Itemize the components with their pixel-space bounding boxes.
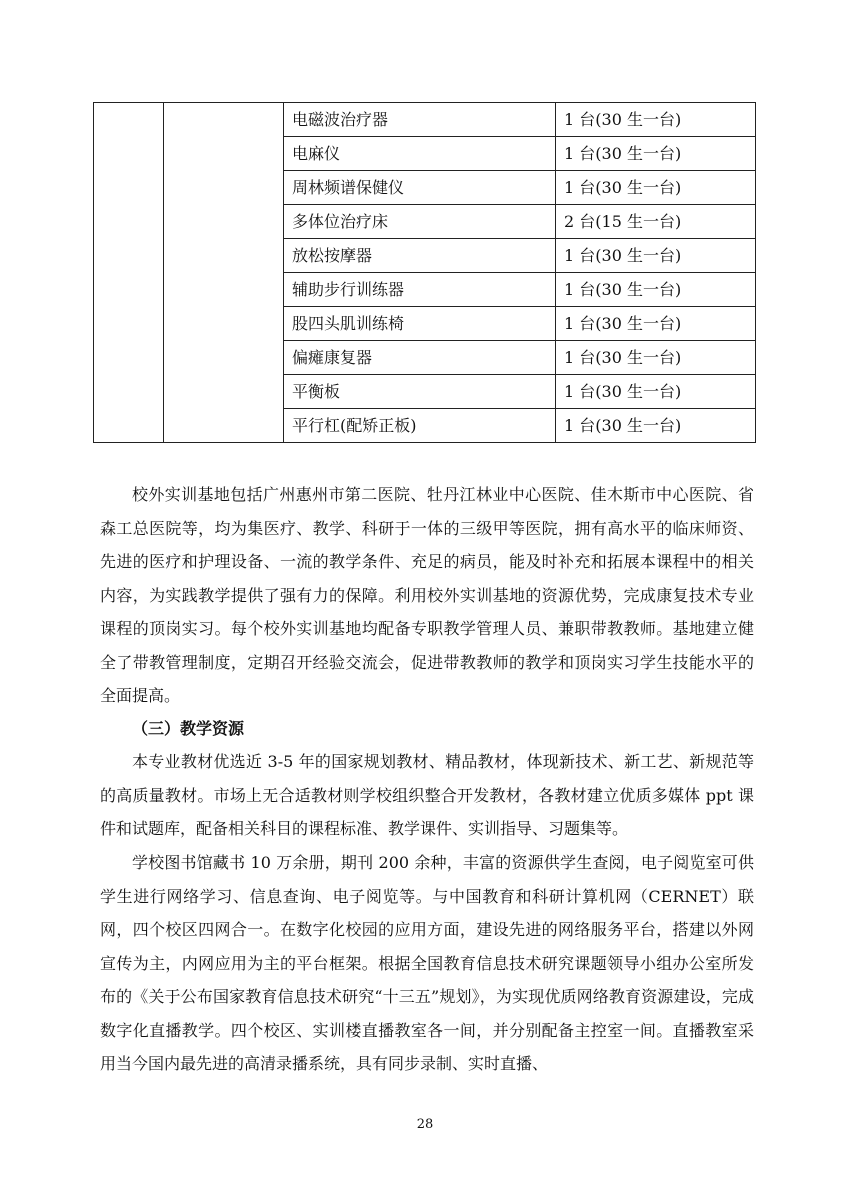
equipment-name: 电磁波治疗器 xyxy=(284,103,556,137)
equipment-table-body xyxy=(94,103,756,443)
page-number: 28 xyxy=(416,1117,434,1132)
equipment-name: 偏瘫康复器 xyxy=(284,341,556,375)
body-paragraph-textbooks xyxy=(100,745,754,846)
equipment-quantity: 1 台(30 生一台) xyxy=(556,307,756,341)
equipment-quantity: 2 台(15 生一台) xyxy=(556,205,756,239)
paragraph-text: 校外实训基地包括广州惠州市第二医院、牡丹江林业中心医院、佳木斯市中心医院、省森工总医院等，均为集医疗、教学、科研于一体的三级甲等医院，拥有高水平的临床师资、先进的医疗和护理设备、一流的教学条件、充足的病员，能及时补充和拓展本课程中的相关内容，为实践教学提供了强有力的保障。利用校外实训基地的资源优势，完成康复技术专业课程的顶岗实习。每个校外实训基地均配备专职教学管理人员、兼职带教教师。基地建立健全了带教管理制度，定期召开经验交流会，促进带教教师的教学和顶岗实习学生技能水平的全面提高。 xyxy=(100,485,754,705)
equipment-quantity: 1 台(30 生一台) xyxy=(556,137,756,171)
paragraph-text: 学校图书馆藏书 10 万余册，期刊 200 余种，丰富的资源供学生查阅，电子阅览室可供学生进行网络学习、信息查询、电子阅览等。与中国教育和科研计算机网（CERNET）联网，四个校区四网合一。在数字化校园的应用方面，建设先进的网络服务平台，搭建以外网宣传为主，内网应用为主的平台框架。根据全国教育信息技术研究课题领导小组办公室所发布的《关于公布国家教育信息技术研究“十三五”规划》，为实现优质网络教育资源建设，完成数字化直播教学。四个校区、实训楼直播教室各一间，并分别配备主控室一间。直播教室采用当今国内最先进的高清录播系统，具有同步录制、实时直播、 xyxy=(100,853,754,1073)
equipment-name: 多体位治疗床 xyxy=(284,205,556,239)
paragraph-text: 本专业教材优选近 3-5 年的国家规划教材、精品教材，体现新技术、新工艺、新规范等的高质量教材。市场上无合适教材则学校组织整合开发教材，各教材建立优质多媒体 ppt 课件和试题库，配备相关科目的课程标准、教学课件、实训指导、习题集等。 xyxy=(100,752,754,838)
equipment-quantity: 1 台(30 生一台) xyxy=(556,409,756,443)
equipment-quantity: 1 台(30 生一台) xyxy=(556,103,756,137)
equipment-quantity: 1 台(30 生一台) xyxy=(556,239,756,273)
section-heading-teaching-resources: （三）教学资源 xyxy=(132,719,245,738)
body-paragraph-library xyxy=(100,846,754,1081)
equipment-name: 周林频谱保健仪 xyxy=(284,171,556,205)
equipment-name: 电麻仪 xyxy=(284,137,556,171)
equipment-name: 放松按摩器 xyxy=(284,239,556,273)
table-row xyxy=(94,103,756,137)
body-paragraph-training-bases xyxy=(100,478,754,713)
equipment-quantity: 1 台(30 生一台) xyxy=(556,341,756,375)
equipment-quantity: 1 台(30 生一台) xyxy=(556,171,756,205)
equipment-quantity: 1 台(30 生一台) xyxy=(556,273,756,307)
table-cell-subcategory xyxy=(164,103,284,443)
equipment-name: 平衡板 xyxy=(284,375,556,409)
equipment-quantity: 1 台(30 生一台) xyxy=(556,375,756,409)
table-cell-category xyxy=(94,103,164,443)
equipment-name: 股四头肌训练椅 xyxy=(284,307,556,341)
equipment-table xyxy=(93,102,756,443)
equipment-name: 平行杠(配矫正板) xyxy=(284,409,556,443)
equipment-name: 辅助步行训练器 xyxy=(284,273,556,307)
